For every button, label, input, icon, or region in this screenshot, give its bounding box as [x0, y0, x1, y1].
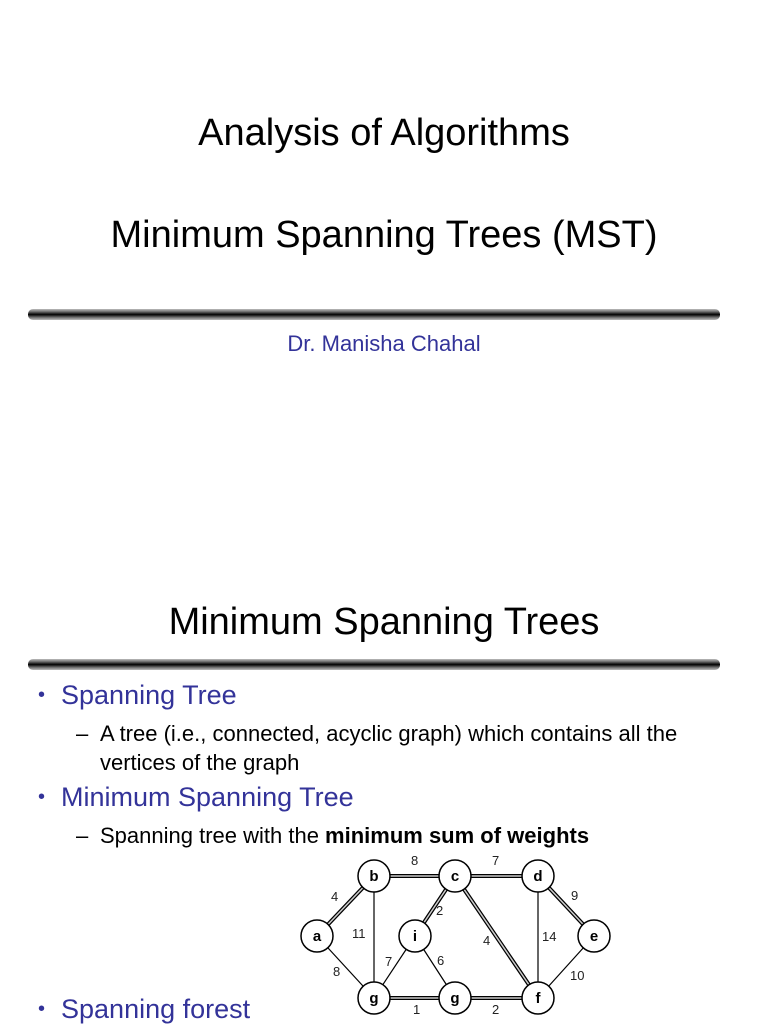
sub-bullet-text: Spanning tree with the — [100, 823, 326, 848]
title-divider — [28, 309, 720, 320]
weight-a-g: 8 — [333, 964, 341, 979]
bullet-icon: • — [38, 684, 46, 706]
node-label: i — [412, 928, 418, 945]
slide1-title-line1: Analysis of Algorithms — [198, 112, 570, 154]
dash-icon: – — [76, 721, 89, 746]
node-label: e — [589, 928, 599, 945]
weight-i-g: 7 — [385, 954, 393, 969]
sub-bullet-text: A tree (i.e., connected, acyclic graph) which contains all the vertices of the graph — [100, 721, 678, 775]
weight-e-f: 10 — [570, 968, 585, 983]
weight-i-g2: 6 — [437, 953, 445, 968]
node-label: g — [369, 990, 379, 1007]
sub-bullet-spanning-tree — [76, 719, 710, 777]
weight-b-g: 11 — [352, 926, 366, 941]
bullet-icon: • — [38, 998, 46, 1020]
weight-b-c: 8 — [411, 853, 419, 868]
sub-bullet-emphasis: minimum sum of weights — [325, 823, 590, 848]
bullet-heading: Spanning forest — [61, 994, 251, 1024]
weight-g-g: 1 — [413, 1002, 421, 1017]
author-name: Dr. Manisha Chahal — [287, 331, 481, 356]
sub-bullet-minimum-spanning-tree — [76, 821, 710, 850]
dash-icon: – — [76, 823, 89, 848]
weight-g-f: 2 — [492, 1002, 500, 1017]
mst-graph-diagram — [290, 848, 630, 1024]
node-label: a — [312, 928, 322, 945]
weight-d-f: 14 — [542, 929, 557, 944]
node-label: g — [450, 990, 460, 1007]
node-label: d — [533, 868, 543, 885]
slide1-title-line2: Minimum Spanning Trees (MST) — [110, 214, 658, 256]
weight-a-b: 4 — [331, 889, 339, 904]
weight-c-i: 2 — [436, 903, 444, 918]
node-label: c — [450, 868, 460, 885]
bullet-icon: • — [38, 786, 46, 808]
weight-c-f: 4 — [483, 933, 491, 948]
bullet-minimum-spanning-tree — [38, 782, 354, 813]
bullet-heading: Spanning Tree — [61, 680, 237, 710]
title-divider — [28, 659, 720, 670]
weight-d-e: 9 — [571, 888, 579, 903]
node-label: b — [369, 868, 379, 885]
slide2-title: Minimum Spanning Trees — [168, 601, 600, 643]
bullet-heading: Minimum Spanning Tree — [61, 782, 354, 812]
bullet-spanning-forest — [38, 994, 250, 1025]
bullet-spanning-tree — [38, 680, 237, 711]
weight-c-d: 7 — [492, 853, 500, 868]
node-label: f — [535, 990, 541, 1007]
